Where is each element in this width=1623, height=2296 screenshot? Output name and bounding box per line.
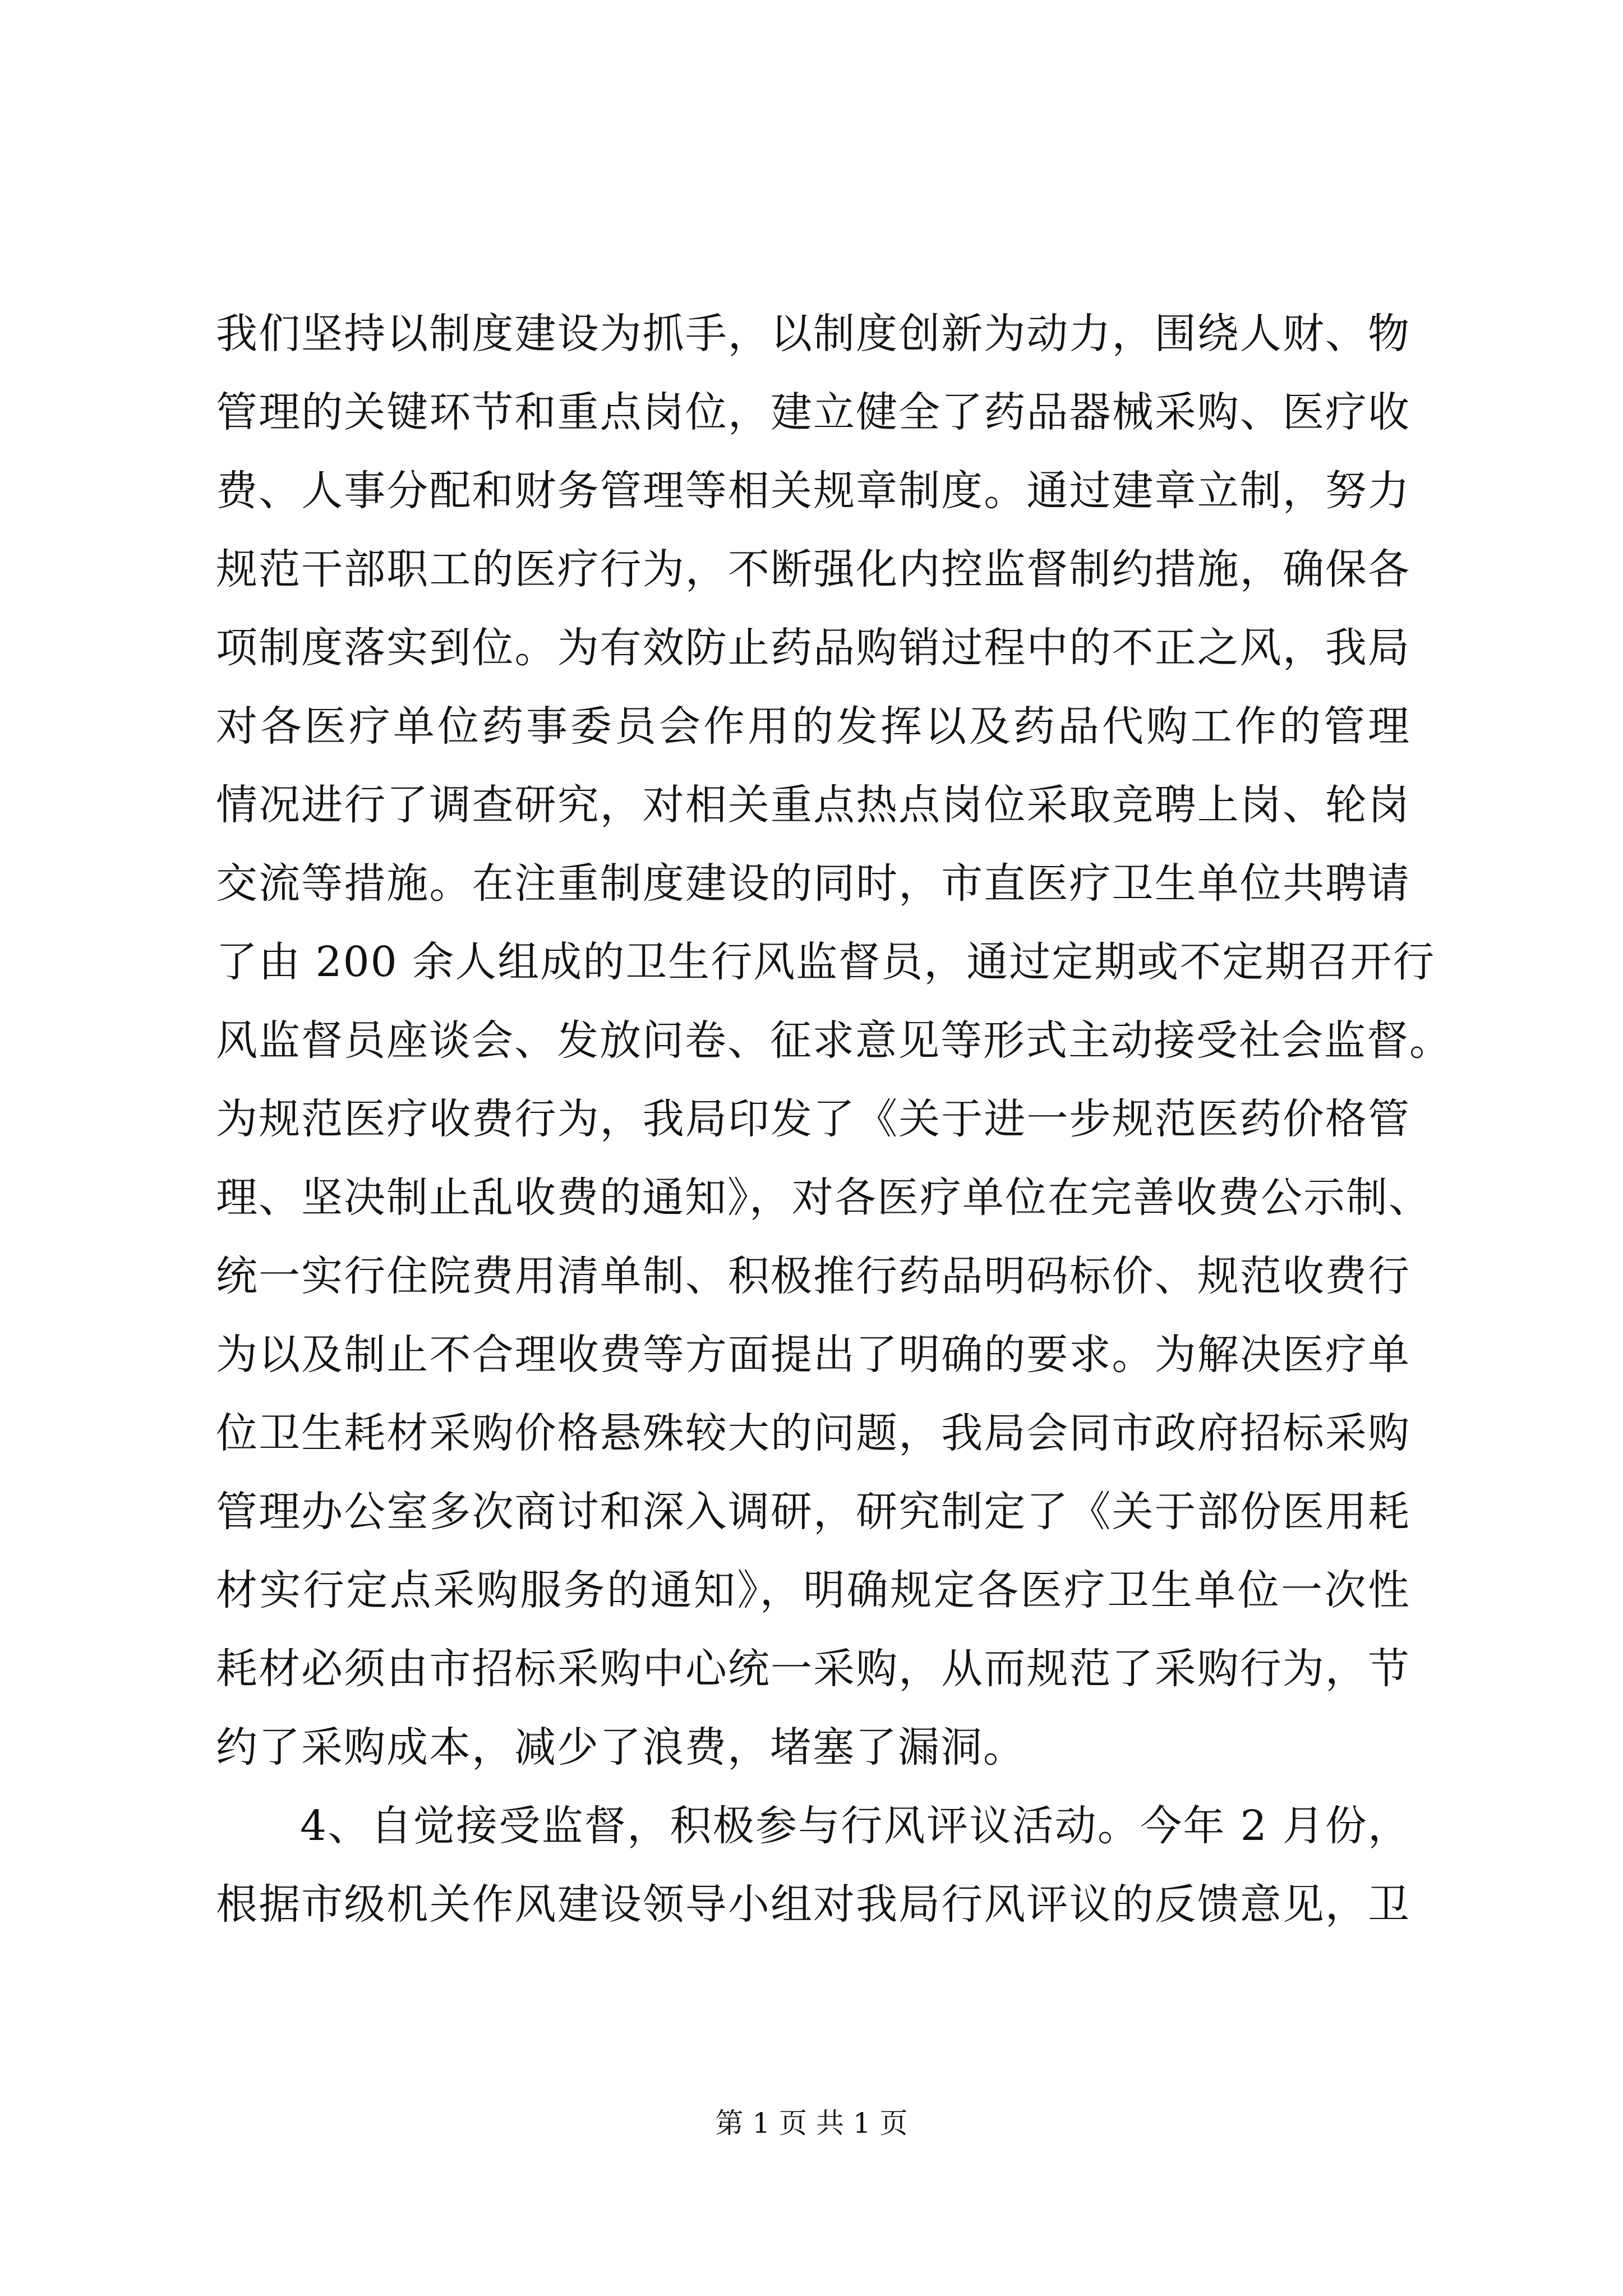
paragraph-line: 为以及制止不合理收费等方面提出了明确的要求。为解决医疗单 [216,1331,1410,1379]
paragraph-line: 了由 200 余人组成的卫生行风监督员，通过定期或不定期召开行 [216,938,1436,986]
paragraph-line: 项制度落实到位。为有效防止药品购销过程中的不正之风，我局 [216,624,1410,672]
paragraph-line: 规范干部职工的医疗行为，不断强化内控监督制约措施，确保各 [216,545,1410,593]
paragraph-line: 材实行定点采购服务的通知》，明确规定各医疗卫生单位一次性 [216,1566,1410,1614]
paragraph-line: 管理的关键环节和重点岗位，建立健全了药品器械采购、医疗收 [216,388,1410,436]
paragraph-line: 管理办公室多次商讨和深入调研，研究制定了《关于部份医用耗 [216,1488,1410,1536]
paragraph-line: 交流等措施。在注重制度建设的同时，市直医疗卫生单位共聘请 [216,859,1410,908]
paragraph-first-line: 4、自觉接受监督，积极参与行风评议活动。今年 2 月份， [300,1802,1410,1850]
paragraph-line: 我们坚持以制度建设为抓手，以制度创新为动力，围绕人财、物 [216,310,1410,358]
page-footer: 第 1 页 共 1 页 [715,2107,908,2139]
document-body [216,295,1452,1944]
paragraph-last-line: 约了采购成本，减少了浪费，堵塞了漏洞。 [216,1723,1026,1772]
paragraph-line: 根据市级机关作风建设领导小组对我局行风评议的反馈意见，卫 [216,1880,1410,1929]
paragraph-line: 对各医疗单位药事委员会作用的发挥以及药品代购工作的管理 [216,702,1410,751]
paragraph-line: 位卫生耗材采购价格悬殊较大的问题，我局会同市政府招标采购 [216,1409,1410,1457]
paragraph-line: 统一实行住院费用清单制、积极推行药品明码标价、规范收费行 [216,1252,1410,1300]
paragraph-line: 耗材必须由市招标采购中心统一采购，从而规范了采购行为，节 [216,1645,1410,1693]
paragraph-line: 为规范医疗收费行为，我局印发了《关于进一步规范医药价格管 [216,1095,1410,1143]
paragraph-line: 风监督员座谈会、发放问卷、征求意见等形式主动接受社会监督。 [216,1016,1452,1065]
paragraph-line: 情况进行了调查研究，对相关重点热点岗位采取竞聘上岗、轮岗 [216,781,1410,829]
paragraph-line: 费、人事分配和财务管理等相关规章制度。通过建章立制，努力 [216,467,1410,515]
paragraph-line: 理、坚决制止乱收费的通知》，对各医疗单位在完善收费公示制、 [216,1174,1431,1222]
